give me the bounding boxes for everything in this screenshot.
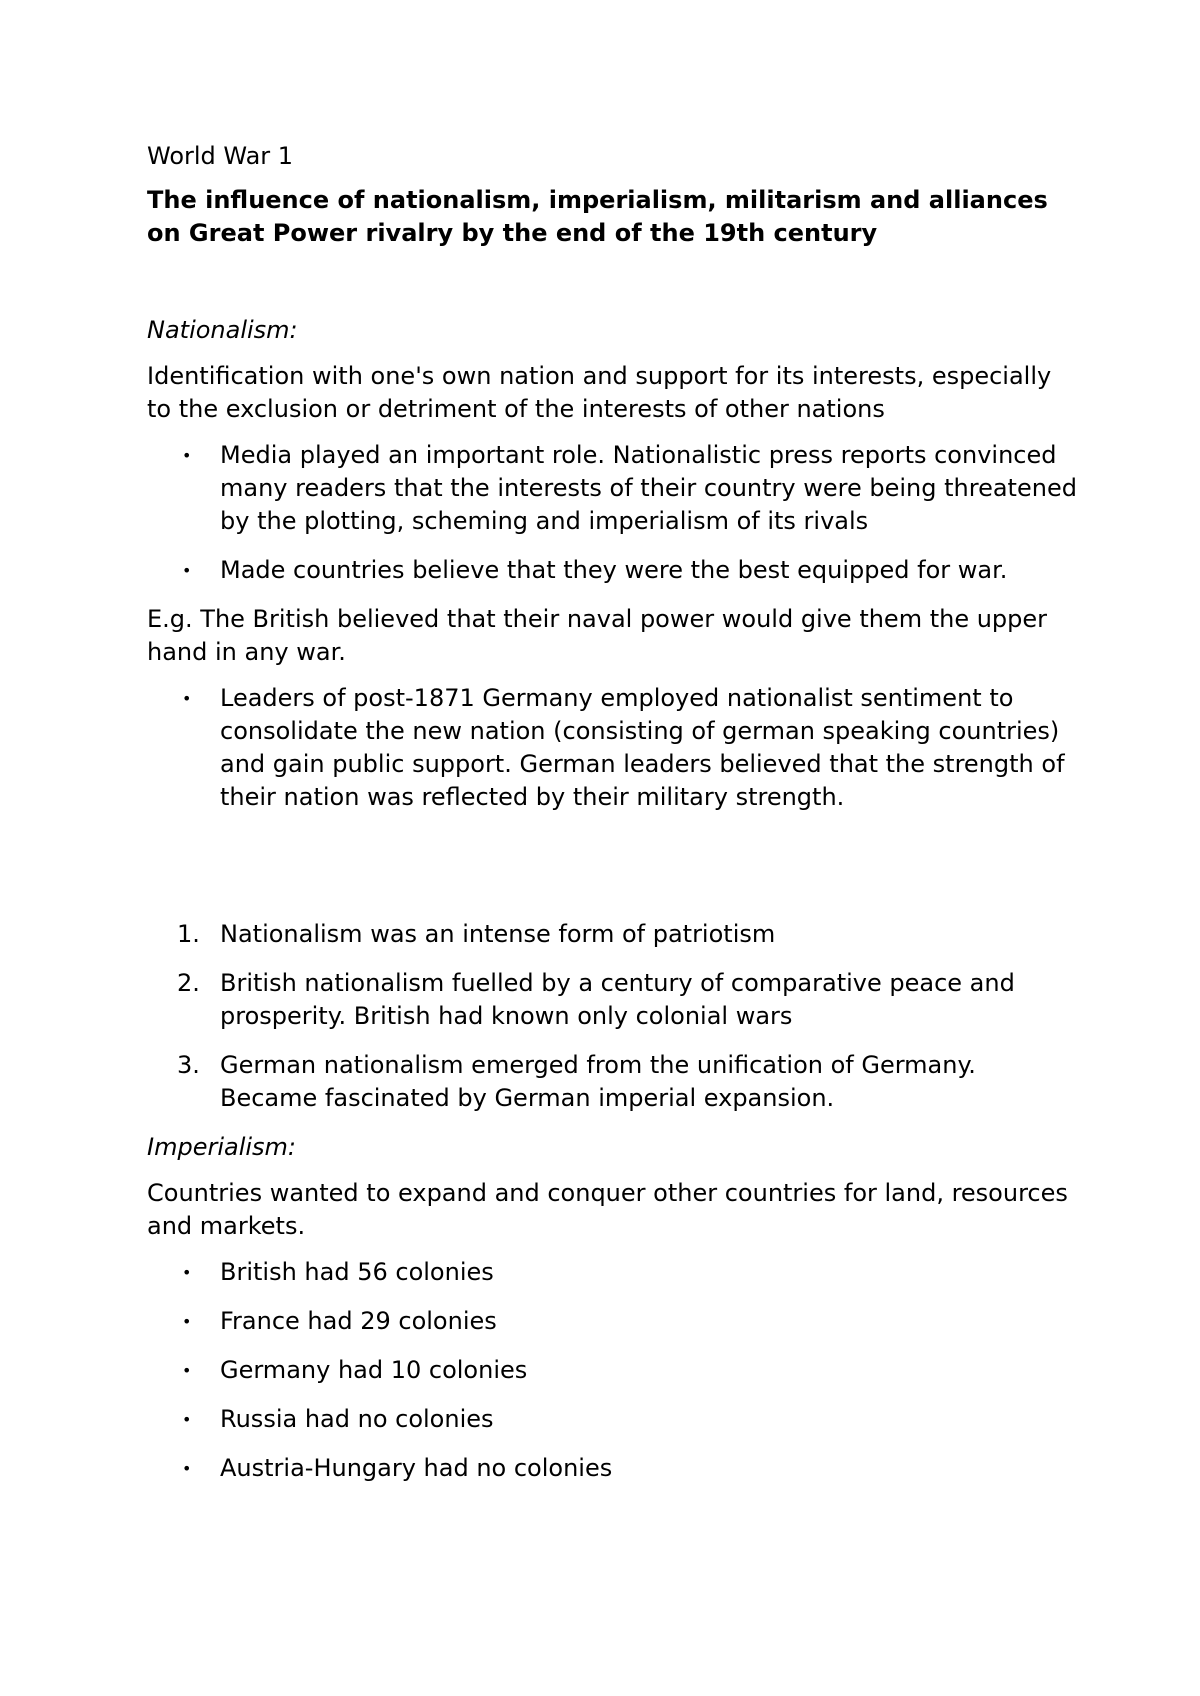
document-title: [147, 184, 1077, 250]
list-item: [147, 682, 1077, 814]
nationalism-bullet-list-a: [147, 439, 1077, 587]
list-item-text: Austria-Hungary had no colonies: [220, 1454, 613, 1482]
list-item: [147, 967, 1077, 1033]
list-item: [147, 1305, 1077, 1338]
nationalism-bullet-list-b: [147, 682, 1077, 814]
list-item-text: Nationalism was an intense form of patriotism: [220, 920, 776, 948]
bullet-icon: •: [182, 1361, 192, 1380]
spacer: [147, 830, 1077, 918]
bullet-icon: •: [182, 1459, 192, 1478]
imperialism-bullet-list: [147, 1256, 1077, 1485]
bullet-icon: •: [182, 1410, 192, 1429]
document-subject: World War 1: [147, 142, 294, 170]
nationalism-example: E.g. The British believed that their naval power would give them the upper hand in any war.: [147, 605, 1048, 666]
list-item-text: Made countries believe that they were the best equipped for war.: [220, 556, 1008, 584]
spacer: [147, 250, 1077, 314]
list-item-text: Russia had no colonies: [220, 1405, 494, 1433]
title-line-1: The influence of nationalism, imperialism, militarism and alliances: [147, 186, 1048, 214]
list-item-text: France had 29 colonies: [220, 1307, 497, 1335]
list-item: [147, 1049, 1077, 1115]
nationalism-numbered-list: [147, 918, 1077, 1115]
list-item-text: British had 56 colonies: [220, 1258, 494, 1286]
list-item: [147, 1354, 1077, 1387]
imperialism-heading: Imperialism:: [147, 1133, 297, 1161]
list-item: [147, 918, 1077, 951]
list-item: [147, 439, 1077, 538]
list-item: [147, 1452, 1077, 1485]
list-item-text: Media played an important role. Nationalistic press reports convinced many readers that the interests of their country were being threatened by the plotting, scheming and imperialism of its rivals: [220, 441, 1077, 535]
list-item-text: German nationalism emerged from the unification of Germany. Became fascinated by German imperial expansion.: [220, 1051, 976, 1112]
document-page: [147, 140, 1077, 1501]
bullet-icon: •: [182, 1263, 192, 1282]
list-number: 3.: [177, 1051, 200, 1079]
list-item: [147, 1256, 1077, 1289]
list-number: 2.: [177, 969, 200, 997]
bullet-icon: •: [182, 689, 192, 708]
nationalism-definition: Identification with one's own nation and support for its interests, especially to the exclusion or detriment of the interests of other nations: [147, 362, 1052, 423]
list-item: [147, 1403, 1077, 1436]
bullet-icon: •: [182, 446, 192, 465]
imperialism-definition: Countries wanted to expand and conquer other countries for land, resources and markets.: [147, 1179, 1068, 1240]
title-line-2: on Great Power rivalry by the end of the 19th century: [147, 219, 878, 247]
list-item: [147, 554, 1077, 587]
list-number: 1.: [177, 920, 200, 948]
list-item-text: Germany had 10 colonies: [220, 1356, 528, 1384]
list-item-text: British nationalism fuelled by a century of comparative peace and prosperity. British had known only colonial wars: [220, 969, 1015, 1030]
nationalism-heading: Nationalism:: [147, 316, 298, 344]
list-item-text: Leaders of post-1871 Germany employed nationalist sentiment to consolidate the new nation (consisting of german speaking countries) and gain public support. German leaders believed that the strength of their nation was reflected by their military strength.: [220, 684, 1065, 811]
bullet-icon: •: [182, 1312, 192, 1331]
bullet-icon: •: [182, 561, 192, 580]
